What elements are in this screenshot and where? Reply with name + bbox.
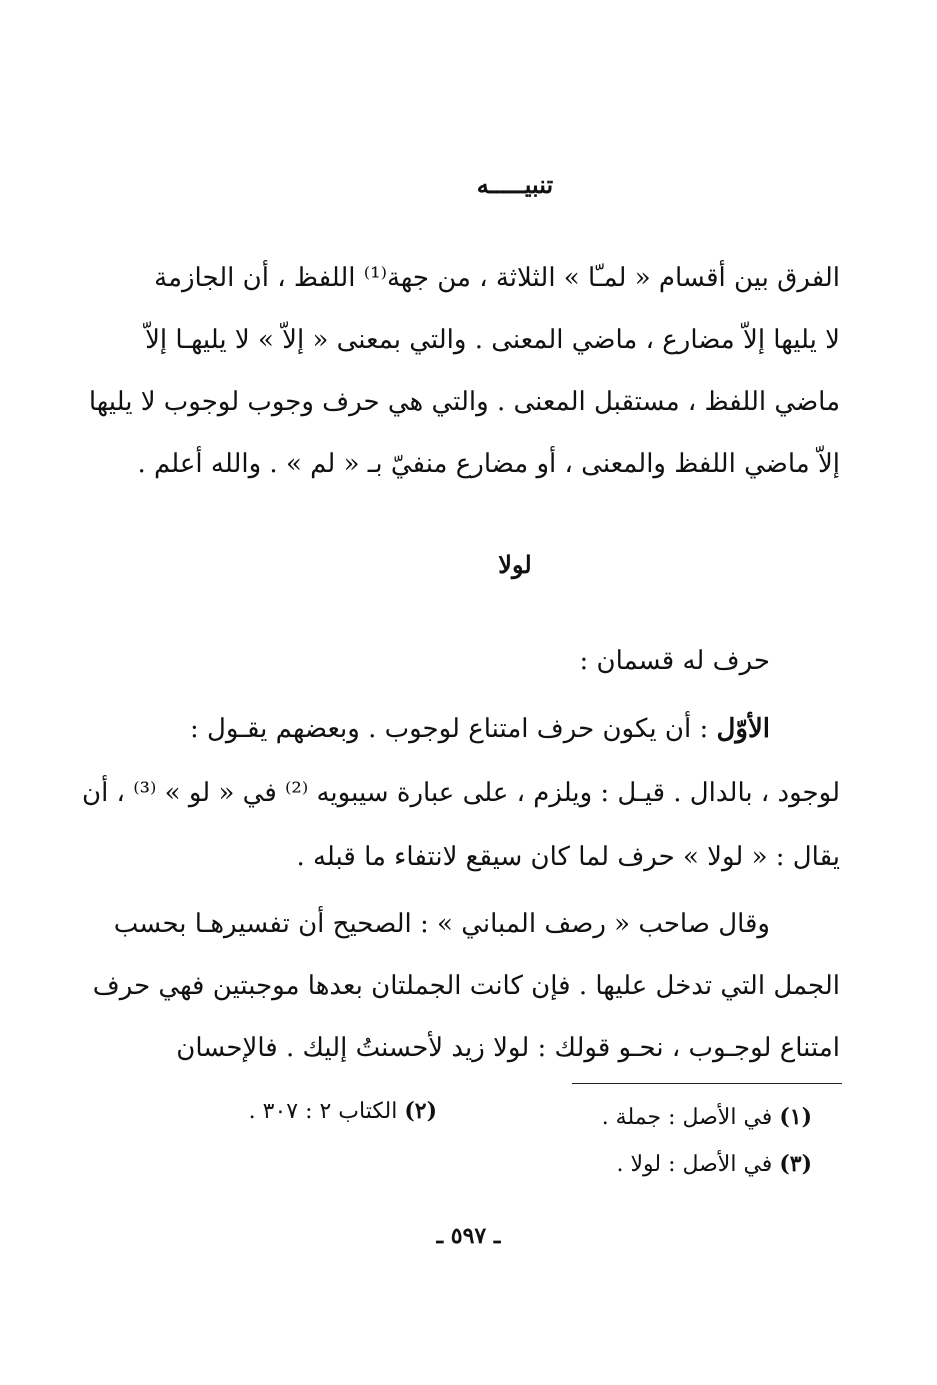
section-heading-lawla: لولا (498, 550, 532, 579)
first-section-label: الأوّل (716, 714, 770, 744)
lawla-intro (190, 630, 840, 692)
paragraph-line: ماضي اللفظ ، مستقبل المعنى . والتي هي حرف وجوب لوجوب لا يليها (88, 387, 840, 417)
paragraph-line: إلاّ ماضي اللفظ والمعنى ، أو مضارع منفيّ بـ « لم » . والله أعلم . (137, 449, 840, 479)
tanbih-paragraph (88, 247, 840, 495)
section-heading-tanbih: تنبيـــــه (476, 170, 554, 199)
paragraph-line: لوجود ، بالدال . قيـل : ويلزم ، على عبارة سيبويه ⁽²⁾ في « لو » ⁽³⁾ ، أن (81, 778, 840, 808)
paragraph-line: يقال : « لولا » حرف لما كان سيقع لانتفاء ما قبله . (296, 842, 840, 872)
footnote-divider (572, 1083, 842, 1084)
footnote-text: في الأصل : جملة . (601, 1105, 773, 1130)
footnote-1 (602, 1103, 812, 1132)
footnote-number: (٢) (404, 1098, 437, 1124)
intro-line: حرف له قسمان : (579, 646, 770, 676)
footnote-number: (١) (779, 1104, 812, 1130)
lawla-paragraph-second (92, 893, 840, 1079)
paragraph-line: الجمل التي تدخل عليها . فإن كانت الجملتان بعدها موجبتين فهي حرف (92, 971, 840, 1001)
footnote-text: في الأصل : لولا . (616, 1152, 773, 1177)
footnote-2 (249, 1097, 437, 1126)
lawla-paragraph-first (81, 697, 840, 889)
paragraph-line (190, 697, 840, 761)
paragraph-line-text: : أن يكون حرف امتناع لوجوب . وبعضهم يقـول : (190, 714, 717, 744)
footnote-text: الكتاب ٢ : ٣٠٧ . (248, 1099, 398, 1124)
paragraph-line: امتناع لوجـوب ، نحـو قولك : لولا زيد لأحسنتُ إليك . فالإحسان (176, 1033, 840, 1063)
footnote-3 (616, 1150, 812, 1179)
paragraph-line: وقال صاحب « رصف المباني » : الصحيح أن تفسيرهـا بحسب (113, 909, 770, 939)
paragraph-line: لا يليها إلاّ مضارع ، ماضي المعنى . والتي بمعنى « إلاّ » لا يليهـا إلاّ (145, 325, 840, 355)
footnote-number: (٣) (779, 1151, 812, 1177)
paragraph-line: الفرق بين أقسام « لمـّا » الثلاثة ، من جهة⁽¹⁾ اللفظ ، أن الجازمة (154, 263, 840, 293)
page-number: ـ ٥٩٧ ـ (436, 1223, 501, 1249)
